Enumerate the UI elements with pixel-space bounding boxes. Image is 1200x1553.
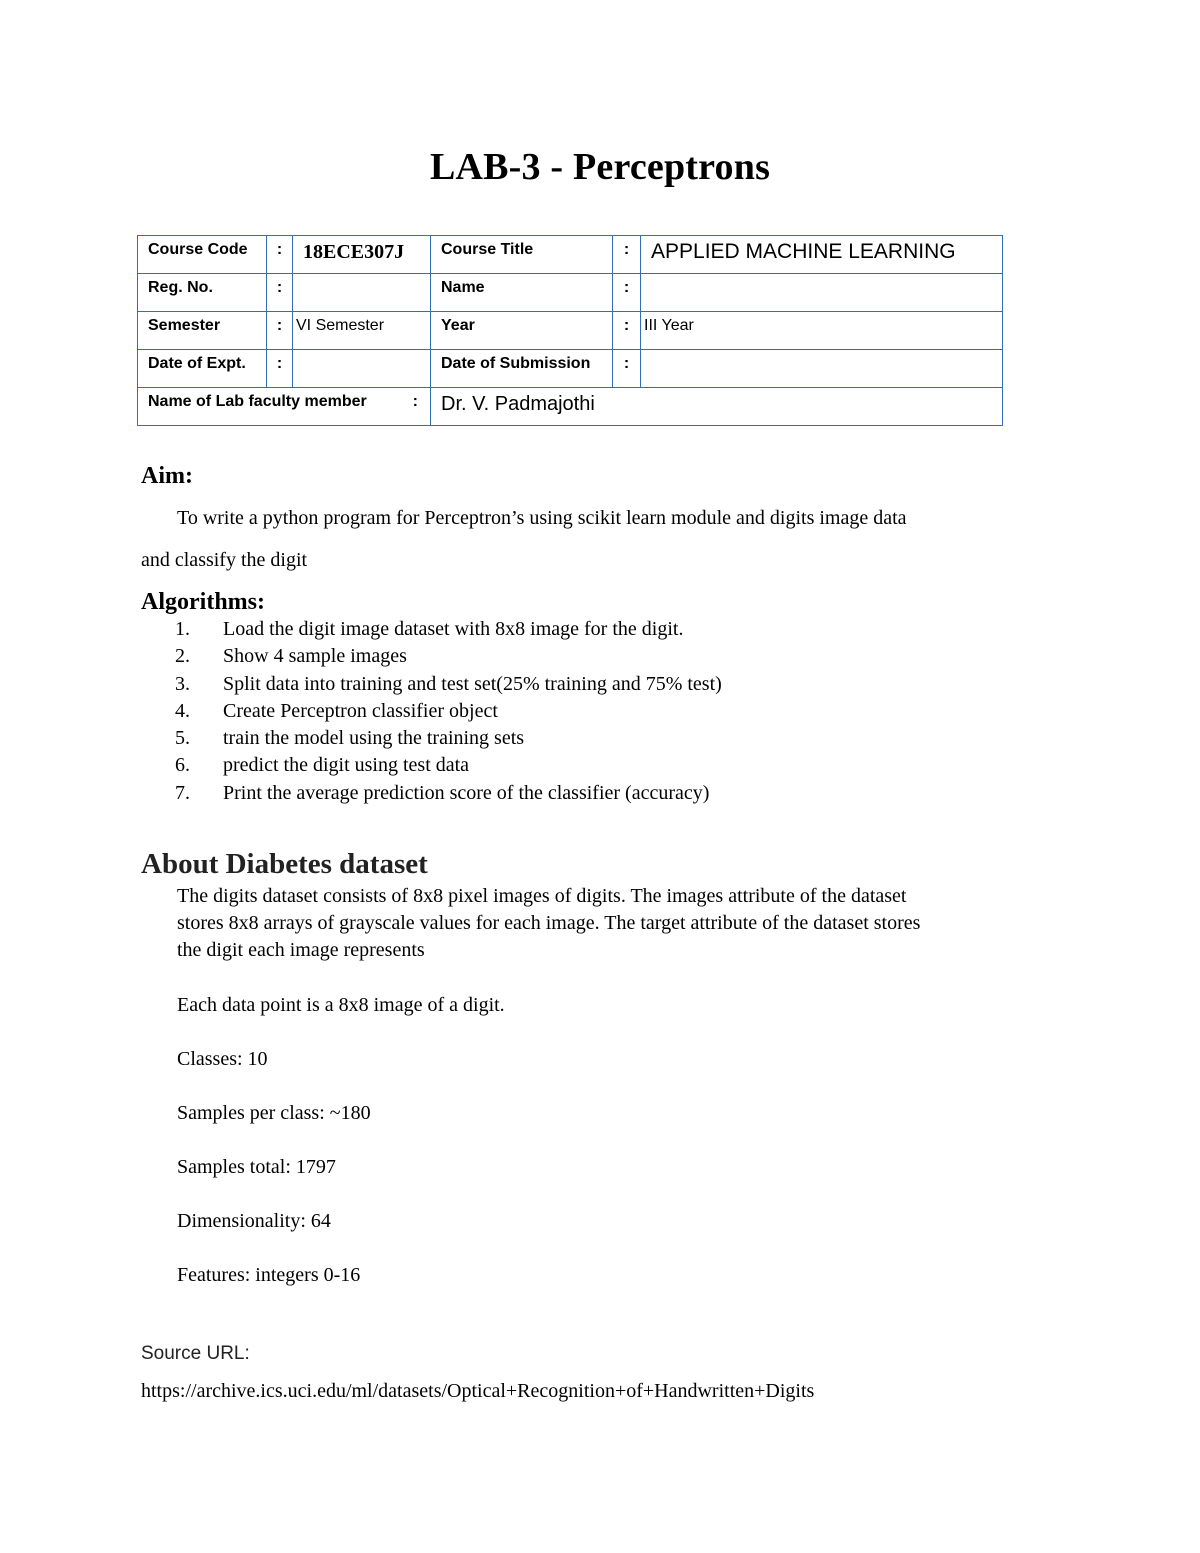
table-row [138, 312, 1003, 350]
step-number: 2. [175, 645, 190, 668]
name-value [641, 274, 1003, 312]
reg-no-label: Reg. No. [138, 274, 267, 312]
list-item [141, 752, 722, 779]
about-line-3: the digit each image represents [177, 939, 425, 961]
date-expt-value [293, 350, 431, 388]
faculty-label: Name of Lab faculty member [148, 393, 367, 410]
colon: : [267, 274, 293, 312]
source-url-link[interactable]: https://archive.ics.uci.edu/ml/datasets/Optical+Recognition+of+Handwritten+Digits [141, 1380, 815, 1402]
samples-per-class-text: Samples per class: ~180 [177, 1102, 371, 1124]
list-item [141, 616, 722, 643]
course-info-table [137, 235, 1003, 426]
list-item [141, 698, 722, 725]
step-text: Create Perceptron classifier object [223, 699, 498, 722]
colon: : [613, 236, 641, 274]
step-text: train the model using the training sets [223, 727, 525, 750]
list-item [141, 725, 722, 752]
date-submission-value [641, 350, 1003, 388]
table-row [138, 236, 1003, 274]
name-label: Name [431, 274, 613, 312]
aim-heading: Aim: [141, 463, 193, 489]
list-item [141, 671, 722, 698]
algorithms-heading: Algorithms: [141, 589, 265, 615]
classes-text: Classes: 10 [177, 1048, 268, 1070]
course-title-value: APPLIED MACHINE LEARNING [641, 236, 1003, 274]
page-title: LAB-3 - Perceptrons [429, 146, 771, 188]
table-row [138, 388, 1003, 426]
step-text: Load the digit image dataset with 8x8 image for the digit. [223, 618, 684, 640]
about-dataset-heading: About Diabetes dataset [141, 848, 428, 880]
about-line-1: The digits dataset consists of 8x8 pixel images of digits. The images attribute of the dataset [177, 885, 907, 907]
list-item [141, 643, 722, 670]
step-number: 4. [175, 699, 190, 722]
aim-text-line-2: and classify the digit [141, 549, 308, 571]
step-text: predict the digit using test data [223, 754, 470, 777]
step-number: 1. [175, 618, 190, 640]
step-number: 7. [175, 781, 190, 804]
faculty-value: Dr. V. Padmajothi [431, 388, 1003, 426]
about-line-2: stores 8x8 arrays of grayscale values for each image. The target attribute of the dataset stores [177, 912, 921, 934]
colon: : [267, 350, 293, 388]
semester-label: Semester [138, 312, 267, 350]
data-point-text: Each data point is a 8x8 image of a digit. [177, 994, 505, 1016]
date-submission-label: Date of Submission [431, 350, 613, 388]
colon: : [267, 236, 293, 274]
step-number: 3. [175, 672, 190, 695]
course-code-value: 18ECE307J [293, 236, 431, 274]
list-item [141, 780, 722, 807]
features-text: Features: integers 0-16 [177, 1264, 361, 1286]
step-text: Print the average prediction score of the classifier (accuracy) [223, 781, 710, 804]
colon: : [613, 312, 641, 350]
date-expt-label: Date of Expt. [138, 350, 267, 388]
step-number: 5. [175, 727, 190, 750]
colon: : [613, 350, 641, 388]
colon: : [267, 312, 293, 350]
course-title-label: Course Title [431, 236, 613, 274]
colon: : [613, 274, 641, 312]
dimensionality-text: Dimensionality: 64 [177, 1210, 331, 1232]
reg-no-value [293, 274, 431, 312]
about-dataset-description [177, 883, 1077, 964]
colon: : [412, 393, 418, 410]
year-value: III Year [641, 312, 1003, 350]
faculty-label-cell [138, 388, 431, 426]
table-row [138, 274, 1003, 312]
samples-total-text: Samples total: 1797 [177, 1156, 336, 1178]
year-label: Year [431, 312, 613, 350]
aim-text-line-1: To write a python program for Perceptron’s using scikit learn module and digits image data [177, 507, 907, 529]
step-number: 6. [175, 754, 190, 777]
table-row [138, 350, 1003, 388]
step-text: Show 4 sample images [223, 645, 407, 668]
semester-value: VI Semester [293, 312, 431, 350]
course-code-label: Course Code [138, 236, 267, 274]
source-url-label: Source URL: [141, 1343, 250, 1364]
step-text: Split data into training and test set(25% training and 75% test) [223, 672, 722, 695]
algorithm-steps-list [141, 616, 722, 807]
